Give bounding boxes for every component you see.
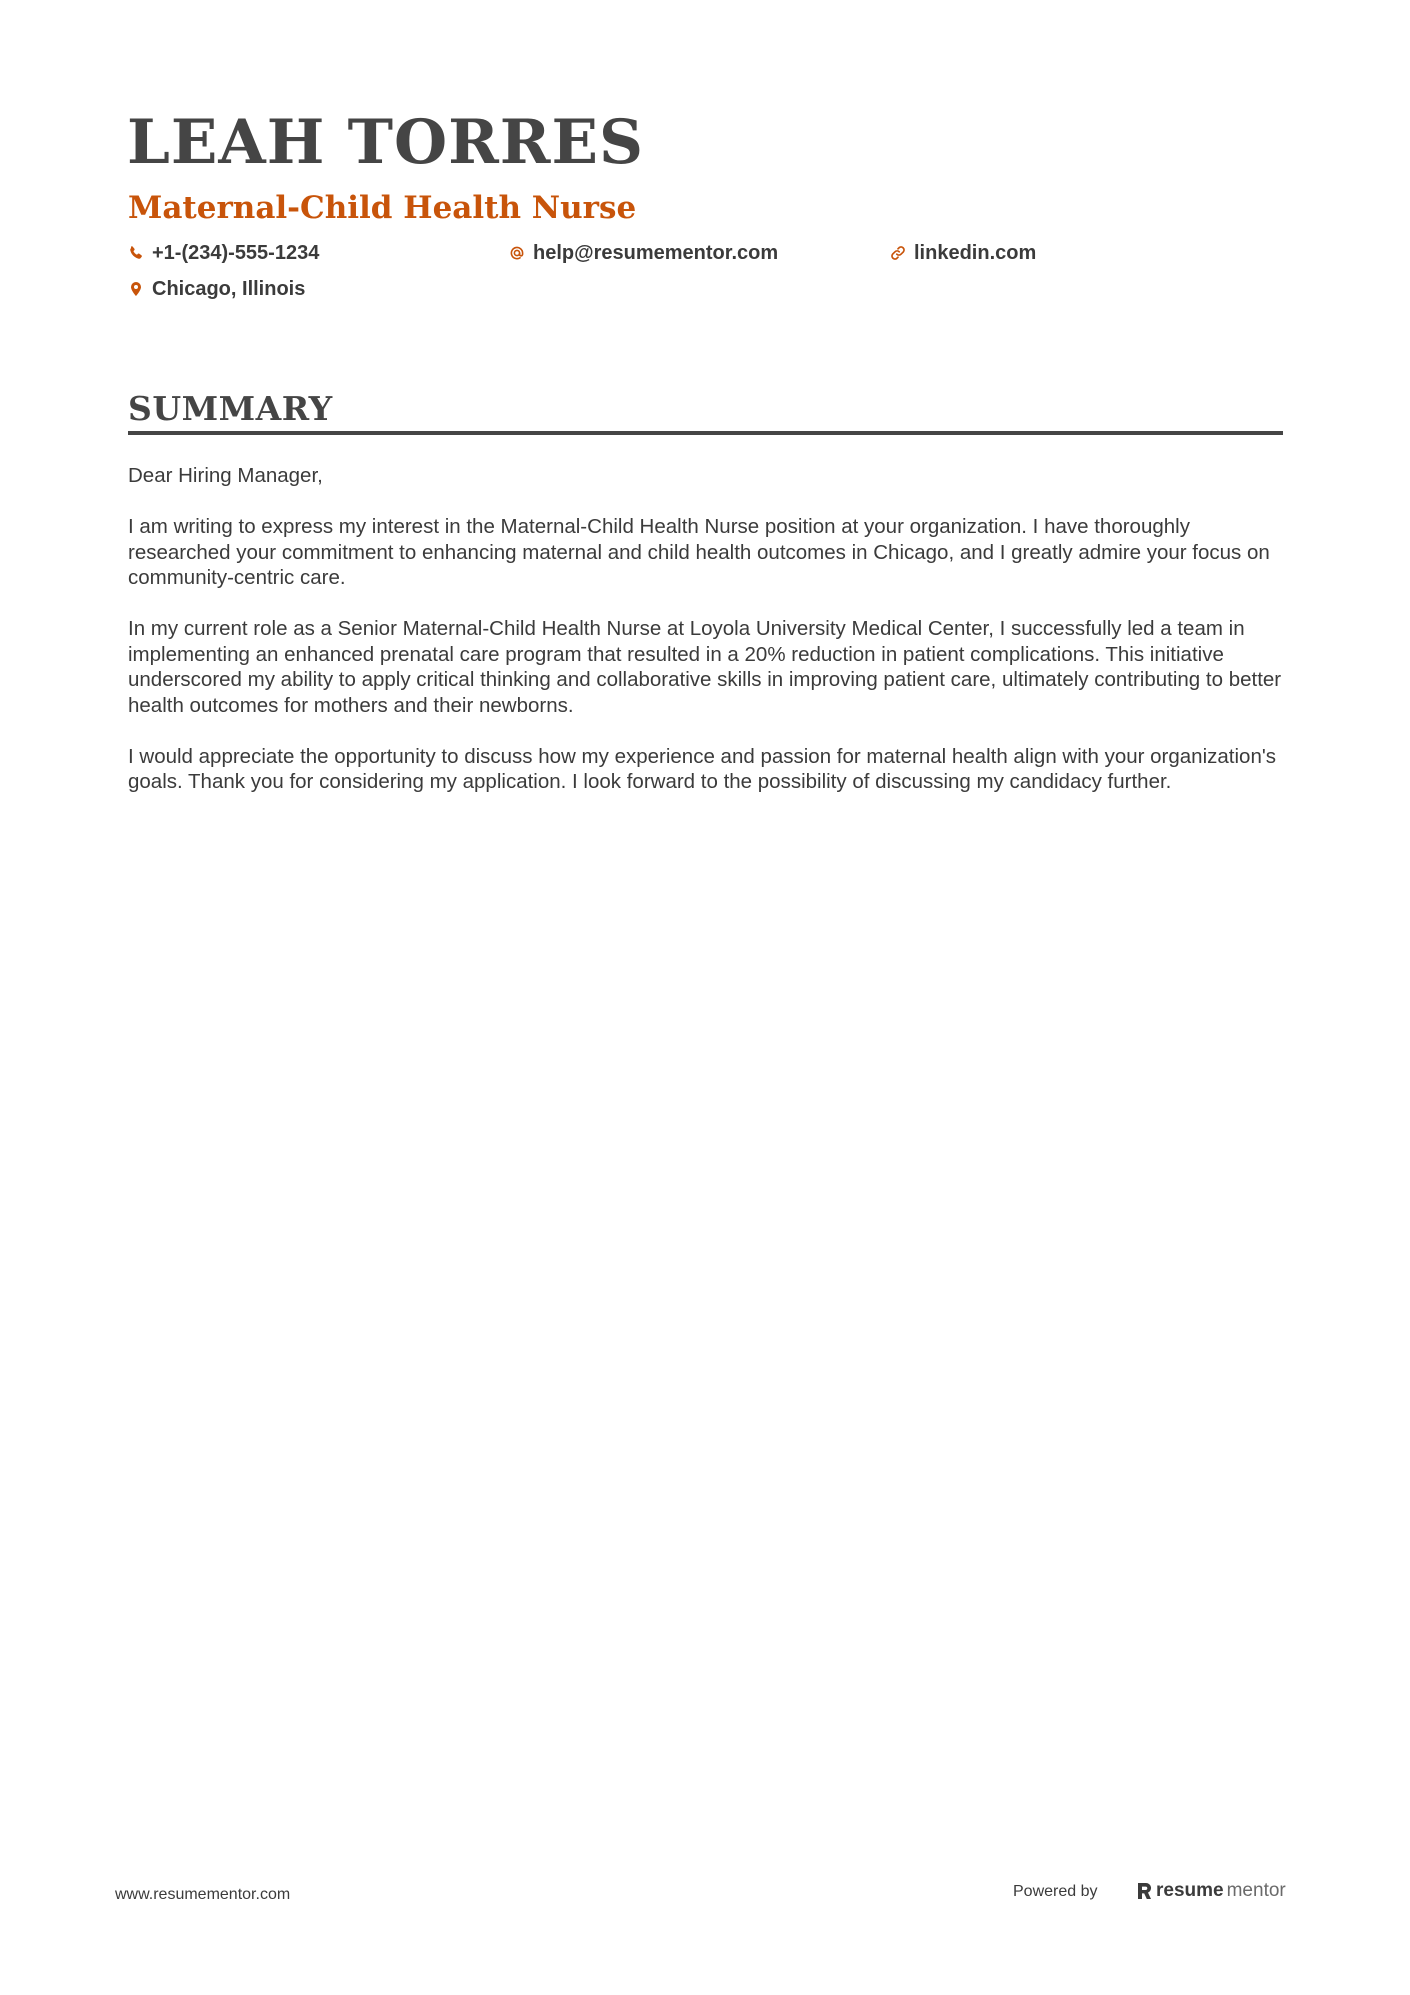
link-icon xyxy=(890,245,906,261)
footer-url[interactable]: www.resumementor.com xyxy=(115,1886,291,1903)
powered-by-label: Powered by xyxy=(1013,1883,1098,1900)
summary-body xyxy=(128,463,1288,820)
email-text[interactable]: help@resumementor.com xyxy=(533,242,779,264)
brand-logo[interactable] xyxy=(1136,1880,1286,1902)
brand-name-strong: resume xyxy=(1156,1880,1224,1901)
brand-name-light: mentor xyxy=(1226,1880,1286,1901)
candidate-name: LEAH TORRES xyxy=(127,107,645,178)
at-icon xyxy=(509,245,525,261)
contact-phone xyxy=(128,243,319,263)
resumementor-logo-icon xyxy=(1136,1881,1153,1901)
contact-email[interactable] xyxy=(509,243,778,263)
section-divider xyxy=(128,431,1283,435)
location-text: Chicago, Illinois xyxy=(152,278,306,300)
linkedin-text[interactable]: linkedin.com xyxy=(914,242,1037,264)
letter-paragraph: In my current role as a Senior Maternal-Child Health Nurse at Loyola University Medical Center, I successfully led a team in implementing an enhanced prenatal care program that resulted in a 20% reduction in patient complications. This initiative underscored my ability to apply critical thinking and collaborative skills in improving patient care, ultimately contributing to better health outcomes for mothers and their newborns. xyxy=(128,617,1282,717)
summary-heading: SUMMARY xyxy=(128,389,333,428)
contact-linkedin[interactable] xyxy=(890,243,1036,263)
letter-paragraph: I am writing to express my interest in the Maternal-Child Health Nurse position at your organization. I have thoroughly researched your commitment to enhancing maternal and child health outcomes in Chicago, and I greatly admire your focus on community-centric care. xyxy=(128,515,1270,589)
job-title: Maternal-Child Health Nurse xyxy=(128,190,637,226)
phone-text: +1-(234)-555-1234 xyxy=(152,242,320,264)
salutation: Dear Hiring Manager, xyxy=(128,464,323,487)
contact-location xyxy=(128,279,305,299)
map-pin-icon xyxy=(128,281,144,297)
letter-paragraph: I would appreciate the opportunity to discuss how my experience and passion for maternal health align with your organization's goals. Thank you for considering my application. I look forward to the possibility of discussing my candidacy further. xyxy=(128,744,1277,793)
phone-icon xyxy=(128,245,144,261)
